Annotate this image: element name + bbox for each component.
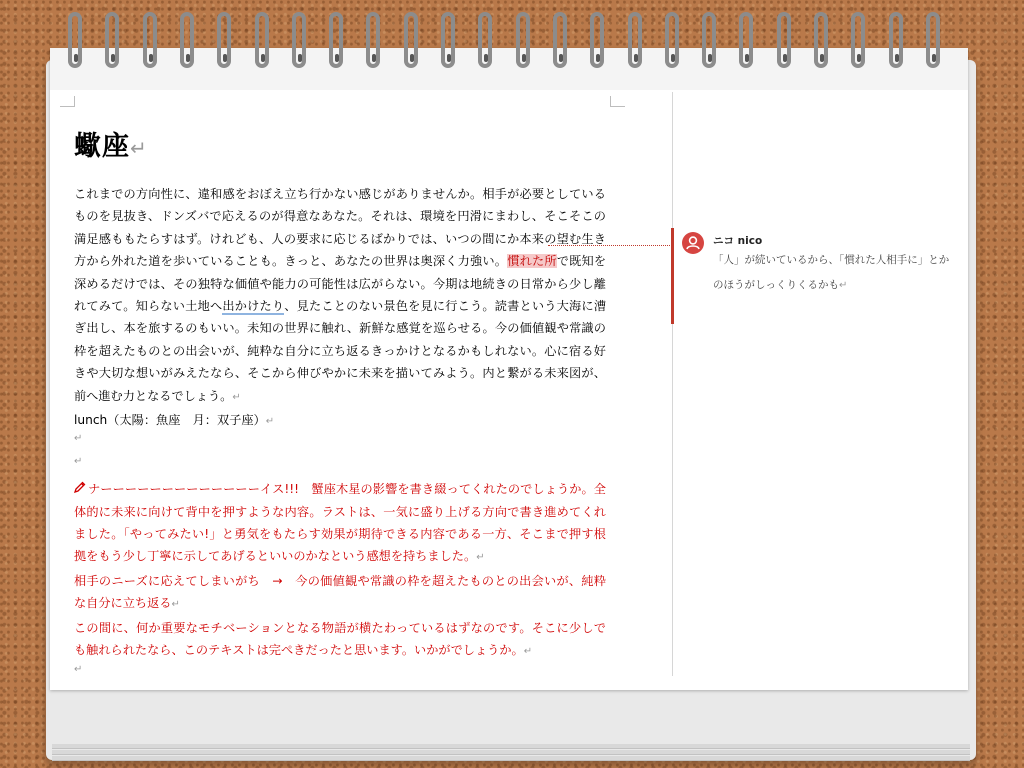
user-icon (682, 232, 704, 254)
comment-author: ニコ nico (713, 235, 763, 247)
underlined-text: 出かけたり (222, 299, 285, 314)
binding-ring (777, 12, 791, 68)
return-mark: ↵ (171, 599, 180, 611)
margin-corner-mark (610, 96, 625, 107)
page-edge (52, 750, 970, 755)
empty-line: ↵ (74, 455, 83, 467)
pencil-icon (74, 478, 88, 500)
binding-ring (739, 12, 753, 68)
commented-text[interactable]: 慣れた所 (507, 254, 557, 269)
page-edge (52, 744, 970, 749)
comment-pane-divider (672, 92, 673, 676)
binding-ring (553, 12, 567, 68)
return-mark: ↵ (523, 646, 533, 658)
binding-ring (441, 12, 455, 68)
binding-ring (590, 12, 604, 68)
review-paragraph-2: 相手のニーズに応えてしまいがち → 今の価値観や常識の枠を超えたものとの出会いが、純粋な自分に立ち返る↵ (74, 573, 606, 611)
lunch-line: lunch（太陽：魚座 月：双子座）↵ (74, 413, 275, 428)
binding-ring (180, 12, 194, 68)
empty-line: ↵ (74, 663, 83, 675)
return-mark: ↵ (130, 136, 148, 160)
return-mark: ↵ (476, 552, 485, 564)
return-mark: ↵ (839, 280, 848, 291)
binding-ring (404, 12, 418, 68)
comment-text: 「人」が続いているから、「慣れた人相手に」とかのほうがしっくりくるかも↵ (713, 254, 950, 291)
horoscope-paragraph: これまでの方向性に、違和感をおぼえ立ち行かない感じがありませんか。相手が必要としているものを見抜き、ドンズバで応えるのが得意なあなた。それは、環境を円滑にまわし、そこそこの満足感ももたらすはず。けれども、人の要求に応じるばかりでは、いつの間にか本来の望む生き方から外れた道を歩いていることも。きっと、あなたの世界は奥深く力強い。慣れた所で既知を深めるだけでは、その独特な価値や能力の可能性は広がらない。今期は地続きの日常から少し離れてみて。知らない土地へ出かけたり、見たことのない景色を見に行こう。読書という大海に漕ぎ出し、本を旅するのもいい。未知の世界に触れ、新鮮な感覚を巡らせる。今の価値観や常識の枠を超えたものとの出会いが、純粋な自分に立ち返るきっかけとなるかもしれない。心に宿る好きや大切な想いがみえたなら、そこから伸びやかに未来を描いてみよう。内と繋がる未来図が、前へ進む力となるでしょう。↵ (74, 187, 607, 403)
return-mark: ↵ (232, 391, 241, 403)
binding-ring (628, 12, 642, 68)
binding-ring (926, 12, 940, 68)
return-mark: ↵ (265, 416, 275, 428)
binding-ring (814, 12, 828, 68)
review-paragraph-3: この間に、何か重要なモチベーションとなる物語が横たわっているはずなのです。そこに少しでも触れられたなら、このテキストは完ぺきだったと思います。いかがでしょうか。↵ (74, 620, 606, 658)
empty-line: ↵ (74, 433, 83, 445)
binding-ring (702, 12, 716, 68)
binding-ring (68, 12, 82, 68)
binding-ring (292, 12, 306, 68)
binding-ring (478, 12, 492, 68)
binding-ring (105, 12, 119, 68)
binding-ring (851, 12, 865, 68)
binding-ring (143, 12, 157, 68)
margin-corner-mark (60, 96, 75, 107)
binding-ring (665, 12, 679, 68)
binding-ring (516, 12, 530, 68)
comment-anchor-line (548, 245, 672, 246)
document-title: 蠍座↵ (74, 131, 148, 162)
binding-ring (255, 12, 269, 68)
comment-active-bar (671, 228, 674, 324)
binding-ring (889, 12, 903, 68)
page-edge (52, 756, 970, 761)
binding-ring (217, 12, 231, 68)
binding-ring (329, 12, 343, 68)
review-paragraph-1: ナーーーーーーーーーーーーーイス!!! 蟹座木星の影響を書き綴ってくれたのでしょうか。全体的に未来に向けて背中を押すような内容。ラストは、一気に盛り上げる方向で書き進めてくれました。「やってみたい!」と勇気をもたらす効果が期待できる内容である一方、そこまで押す根拠をもう少し丁寧に示してあげるといいのかなという感想を持ちました。↵ (74, 478, 606, 570)
document-body[interactable] (74, 120, 606, 686)
binding-ring (366, 12, 380, 68)
